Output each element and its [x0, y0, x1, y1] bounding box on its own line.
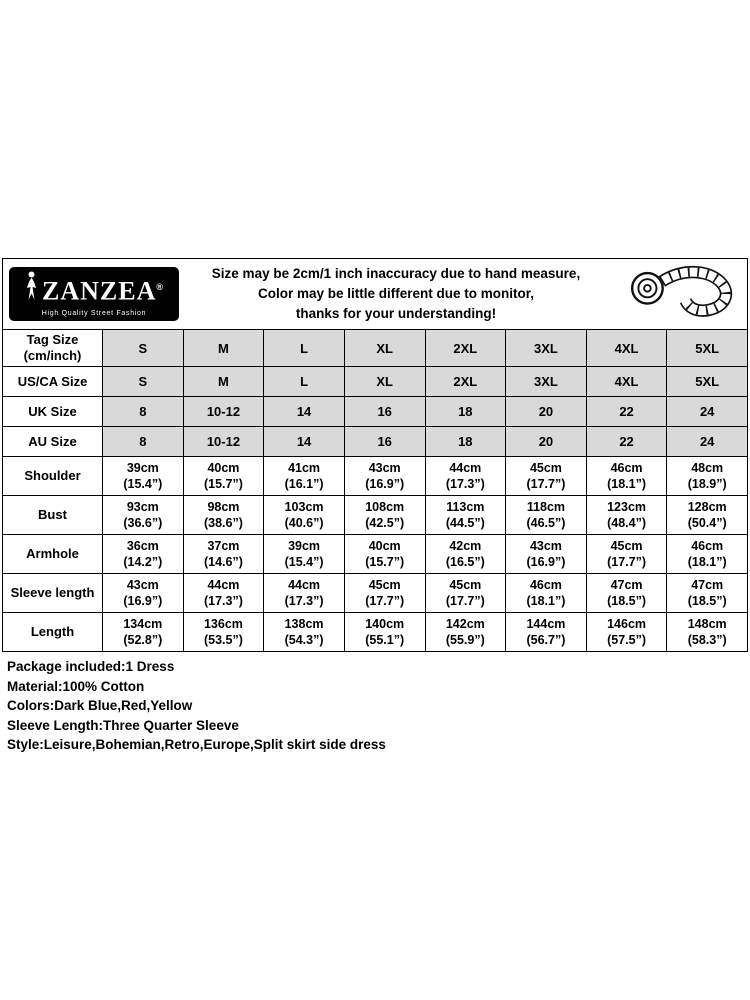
measurement-cell: 148cm (58.3”) [667, 613, 748, 652]
size-cell: 14 [264, 397, 345, 427]
row-label: AU Size [3, 427, 103, 457]
measurement-cell: 45cm (17.7”) [425, 574, 506, 613]
row-label: Tag Size (cm/inch) [3, 330, 103, 367]
size-cell: 5XL [667, 330, 748, 367]
fashion-lady-icon [24, 271, 39, 308]
table-row [3, 427, 748, 457]
measurement-cell: 46cm (18.1”) [667, 535, 748, 574]
table-row [3, 367, 748, 397]
measurement-cell: 40cm (15.7”) [183, 457, 264, 496]
size-cell: 10-12 [183, 427, 264, 457]
measurement-cell: 146cm (57.5”) [586, 613, 667, 652]
measurement-cell: 118cm (46.5”) [506, 496, 587, 535]
measurement-cell: 43cm (16.9”) [344, 457, 425, 496]
table-row [3, 330, 748, 367]
measurement-cell: 128cm (50.4”) [667, 496, 748, 535]
product-info [2, 657, 748, 755]
measurement-cell: 140cm (55.1”) [344, 613, 425, 652]
size-cell: 22 [586, 397, 667, 427]
measurement-cell: 48cm (18.9”) [667, 457, 748, 496]
table-row [3, 496, 748, 535]
size-cell: 20 [506, 397, 587, 427]
brand-logo [9, 267, 179, 321]
table-row [3, 397, 748, 427]
size-cell: 4XL [586, 330, 667, 367]
brand-name: ZANZEA® [42, 276, 164, 306]
brand-logo-row [24, 271, 164, 308]
measurement-cell: 44cm (17.3”) [183, 574, 264, 613]
size-cell: 18 [425, 397, 506, 427]
measurement-cell: 98cm (38.6”) [183, 496, 264, 535]
size-cell: 5XL [667, 367, 748, 397]
measurement-cell: 46cm (18.1”) [506, 574, 587, 613]
measurement-cell: 39cm (15.4”) [103, 457, 184, 496]
disclaimer-line-3: thanks for your understanding! [295, 306, 497, 321]
measurement-cell: 113cm (44.5”) [425, 496, 506, 535]
size-cell: 20 [506, 427, 587, 457]
size-cell: L [264, 367, 345, 397]
size-cell: L [264, 330, 345, 367]
size-cell: 22 [586, 427, 667, 457]
size-cell: M [183, 330, 264, 367]
measurement-cell: 39cm (15.4”) [264, 535, 345, 574]
size-chart-table [2, 329, 748, 652]
measurement-cell: 45cm (17.7”) [506, 457, 587, 496]
row-label: Shoulder [3, 457, 103, 496]
size-cell: 14 [264, 427, 345, 457]
size-cell: 16 [344, 397, 425, 427]
disclaimer-line-1: Size may be 2cm/1 inch inaccuracy due to hand measure, [211, 266, 581, 281]
measurement-cell: 40cm (15.7”) [344, 535, 425, 574]
row-label: Bust [3, 496, 103, 535]
size-cell: 18 [425, 427, 506, 457]
row-label: Sleeve length [3, 574, 103, 613]
measurement-cell: 123cm (48.4”) [586, 496, 667, 535]
size-cell: 8 [103, 427, 184, 457]
info-line-colors: Colors:Dark Blue,Red,Yellow [7, 698, 193, 713]
info-line-material: Material:100% Cotton [7, 678, 145, 694]
size-cell: S [103, 367, 184, 397]
measurement-cell: 36cm (14.2”) [103, 535, 184, 574]
size-cell: M [183, 367, 264, 397]
measuring-tape-icon [613, 264, 741, 324]
measurement-cell: 93cm (36.6”) [103, 496, 184, 535]
size-cell: 24 [667, 427, 748, 457]
measurement-cell: 45cm (17.7”) [586, 535, 667, 574]
size-cell: 2XL [425, 367, 506, 397]
measurement-cell: 134cm (52.8”) [103, 613, 184, 652]
measurement-cell: 142cm (55.9”) [425, 613, 506, 652]
measurement-cell: 45cm (17.7”) [344, 574, 425, 613]
size-cell: 10-12 [183, 397, 264, 427]
row-label: Armhole [3, 535, 103, 574]
measurement-cell: 41cm (16.1”) [264, 457, 345, 496]
info-line-style: Style:Leisure,Bohemian,Retro,Europe,Split skirt side dress [7, 737, 386, 752]
table-row [3, 574, 748, 613]
size-cell: XL [344, 330, 425, 367]
table-header-banner [2, 258, 748, 330]
size-chart-body [3, 330, 748, 652]
info-line-sleeve-length: Sleeve Length:Three Quarter Sleeve [7, 717, 239, 733]
measurement-cell: 37cm (14.6”) [183, 535, 264, 574]
measurement-cell: 43cm (16.9”) [103, 574, 184, 613]
registered-mark: ® [156, 282, 164, 293]
size-cell: XL [344, 367, 425, 397]
measurement-cell: 46cm (18.1”) [586, 457, 667, 496]
table-row [3, 535, 748, 574]
size-chart-content [2, 258, 748, 755]
measurement-cell: 138cm (54.3”) [264, 613, 345, 652]
brand-tagline: High Quality Street Fashion [41, 310, 147, 317]
size-cell: 4XL [586, 367, 667, 397]
size-cell: 16 [344, 427, 425, 457]
measurement-cell: 42cm (16.5”) [425, 535, 506, 574]
size-cell: 24 [667, 397, 748, 427]
row-label: UK Size [3, 397, 103, 427]
info-line-package: Package included:1 Dress [7, 659, 175, 674]
row-label: US/CA Size [3, 367, 103, 397]
measurement-cell: 44cm (17.3”) [425, 457, 506, 496]
measurement-cell: 44cm (17.3”) [264, 574, 345, 613]
measurement-cell: 144cm (56.7”) [506, 613, 587, 652]
measurement-cell: 43cm (16.9”) [506, 535, 587, 574]
size-cell: 8 [103, 397, 184, 427]
measurement-cell: 47cm (18.5”) [667, 574, 748, 613]
row-label: Length [3, 613, 103, 652]
size-cell: S [103, 330, 184, 367]
disclaimer-line-2: Color may be little different due to monitor, [257, 286, 535, 301]
measurement-cell: 103cm (40.6”) [264, 496, 345, 535]
table-row [3, 613, 748, 652]
table-row [3, 457, 748, 496]
measurement-cell: 108cm (42.5”) [344, 496, 425, 535]
disclaimer-text [179, 264, 613, 324]
size-cell: 3XL [506, 367, 587, 397]
measurement-cell: 136cm (53.5”) [183, 613, 264, 652]
size-cell: 3XL [506, 330, 587, 367]
measurement-cell: 47cm (18.5”) [586, 574, 667, 613]
size-cell: 2XL [425, 330, 506, 367]
